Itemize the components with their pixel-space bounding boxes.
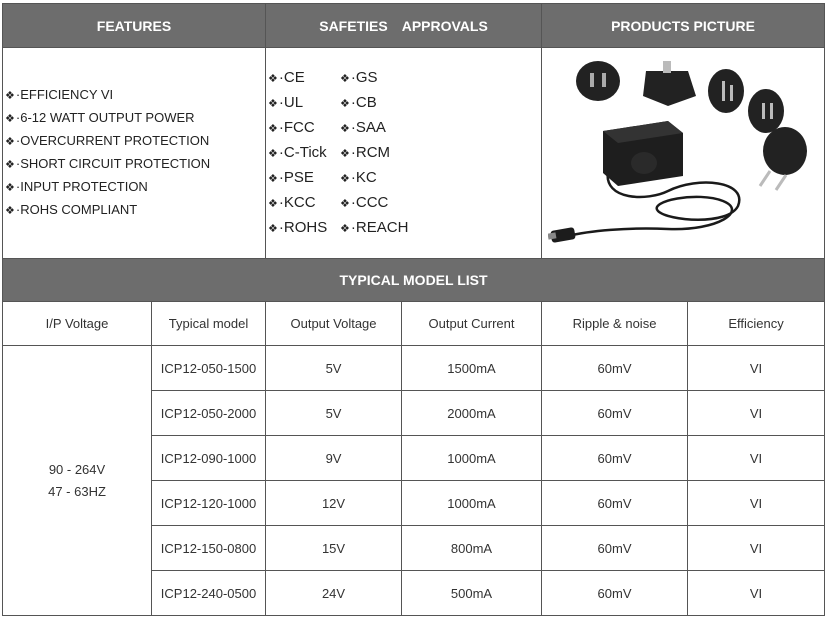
features-header: FEATURES bbox=[3, 4, 266, 48]
output-current-cell: 1000mA bbox=[402, 436, 542, 481]
output-current-cell: 2000mA bbox=[402, 391, 542, 436]
feature-item: ❖·6-12 WATT OUTPUT POWER bbox=[5, 110, 195, 125]
output-current-cell: 500mA bbox=[402, 571, 542, 616]
column-header: Ripple & noise bbox=[542, 302, 688, 346]
ripple-noise-cell: 60mV bbox=[542, 436, 688, 481]
model-cell: ICP12-240-0500 bbox=[152, 571, 266, 616]
model-cell: ICP12-120-1000 bbox=[152, 481, 266, 526]
efficiency-cell: VI bbox=[688, 526, 825, 571]
power-adapter-image bbox=[548, 51, 818, 251]
output-current-cell: 800mA bbox=[402, 526, 542, 571]
safeties-list bbox=[266, 48, 542, 259]
ripple-noise-cell: 60mV bbox=[542, 526, 688, 571]
efficiency-cell: VI bbox=[688, 571, 825, 616]
efficiency-cell: VI bbox=[688, 436, 825, 481]
safety-row: ❖·FCC ❖·SAA bbox=[268, 118, 386, 136]
safety-row: ❖·ROHS ❖·REACH bbox=[268, 218, 409, 236]
output-current-cell: 1500mA bbox=[402, 346, 542, 391]
model-list-title: TYPICAL MODEL LIST bbox=[3, 259, 825, 302]
product-picture-cell bbox=[542, 48, 825, 259]
ripple-noise-cell: 60mV bbox=[542, 391, 688, 436]
safety-row: ❖·C-Tick ❖·RCM bbox=[268, 143, 391, 161]
safety-row: ❖·PSE ❖·KC bbox=[268, 168, 377, 186]
model-cell: ICP12-090-1000 bbox=[152, 436, 266, 481]
ripple-noise-cell: 60mV bbox=[542, 481, 688, 526]
safety-row: ❖·KCC ❖·CCC bbox=[268, 193, 389, 211]
output-voltage-cell: 9V bbox=[266, 436, 402, 481]
output-voltage-cell: 15V bbox=[266, 526, 402, 571]
safeties-approvals-header: SAFETIES APPROVALS bbox=[266, 4, 542, 48]
feature-item: ❖·INPUT PROTECTION bbox=[5, 179, 148, 194]
column-header: Efficiency bbox=[688, 302, 825, 346]
efficiency-cell: VI bbox=[688, 346, 825, 391]
feature-item: ❖·ROHS COMPLIANT bbox=[5, 202, 138, 217]
safety-row: ❖·UL ❖·CB bbox=[268, 93, 377, 111]
model-cell: ICP12-050-1500 bbox=[152, 346, 266, 391]
output-voltage-cell: 5V bbox=[266, 391, 402, 436]
ripple-noise-cell: 60mV bbox=[542, 571, 688, 616]
features-list bbox=[3, 48, 266, 259]
product-spec-table bbox=[2, 3, 825, 616]
model-cell: ICP12-150-0800 bbox=[152, 526, 266, 571]
feature-item: ❖·OVERCURRENT PROTECTION bbox=[5, 133, 210, 148]
model-cell: ICP12-050-2000 bbox=[152, 391, 266, 436]
output-voltage-cell: 12V bbox=[266, 481, 402, 526]
products-picture-header: PRODUCTS PICTURE bbox=[542, 4, 825, 48]
feature-item: ❖·SHORT CIRCUIT PROTECTION bbox=[5, 156, 211, 171]
efficiency-cell: VI bbox=[688, 481, 825, 526]
efficiency-cell: VI bbox=[688, 391, 825, 436]
feature-item: ❖·EFFICIENCY VI bbox=[5, 87, 114, 102]
output-voltage-cell: 5V bbox=[266, 346, 402, 391]
table-row bbox=[3, 346, 825, 391]
ip-voltage-cell: 90 - 264V 47 - 63HZ bbox=[3, 346, 152, 616]
ripple-noise-cell: 60mV bbox=[542, 346, 688, 391]
safety-row: ❖·CE ❖·GS bbox=[268, 68, 378, 86]
column-header: Output Voltage bbox=[266, 302, 402, 346]
model-list-header-row bbox=[3, 302, 825, 346]
column-header: Output Current bbox=[402, 302, 542, 346]
column-header: Typical model bbox=[152, 302, 266, 346]
column-header: I/P Voltage bbox=[3, 302, 152, 346]
output-voltage-cell: 24V bbox=[266, 571, 402, 616]
output-current-cell: 1000mA bbox=[402, 481, 542, 526]
